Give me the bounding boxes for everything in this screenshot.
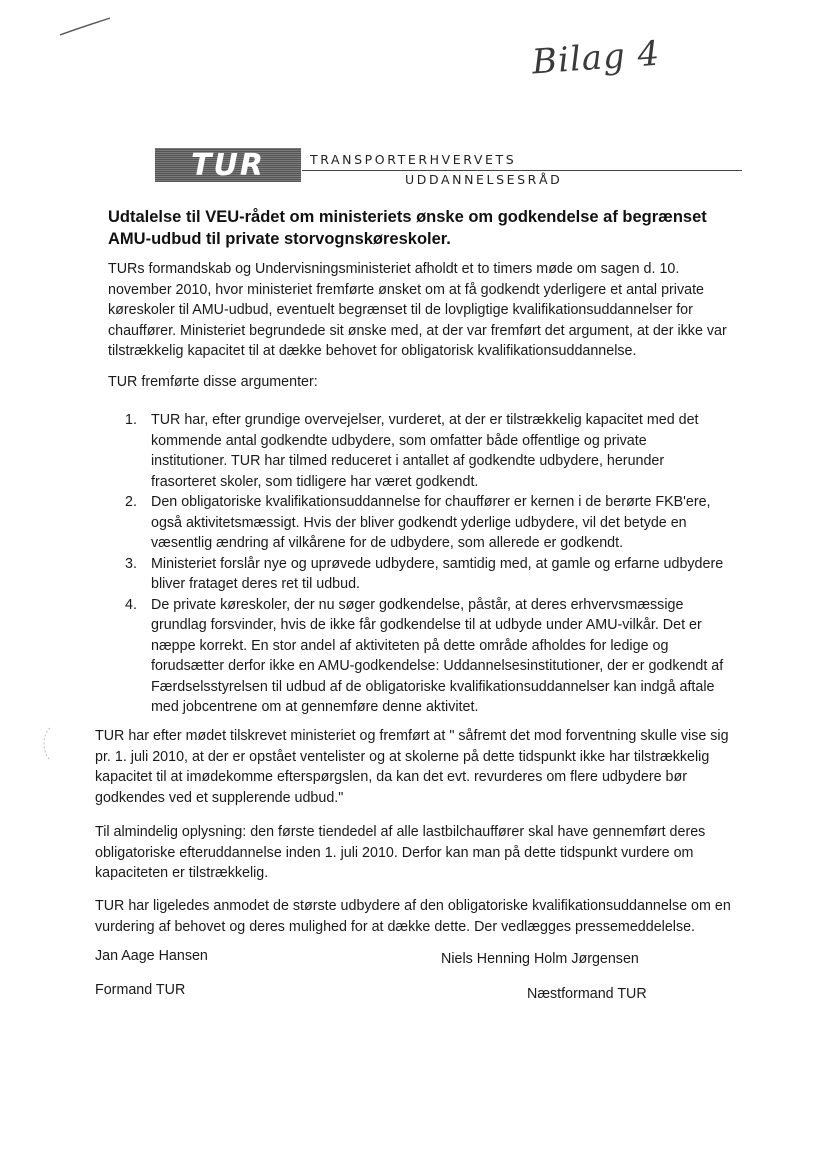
list-item-number: 2. [125,494,137,510]
logo-text: TUR [191,147,265,183]
list-item-text: TUR har, efter grundige overvejelser, vurderet, at der er tilstrækkelig kapacitet med det kommende antal godkendte udbydere, som omfatter både offentlige og private institutioner. TUR har tilmed reduceret i antallet af godkendte udbydere, herunder frasorteret skoler, som tidligere har været godkendt. [151,412,699,490]
scan-artifact-mark [38,726,60,762]
request-paragraph: TUR har ligeledes anmodet de største udbydere af den obligatoriske kvalifikationsuddannelse om en vurdering af behovet og deres mulighed for at dække dette. Der vedlægges pressemeddelelse. [95,898,731,935]
list-item-number: 4. [125,596,137,613]
list-item-text: Den obligatoriske kvalifikationsuddannelse for chauffører er kernen i de berørte FKB'ere, også aktivitetsmæssigt. Hvis der bliver godkendt yderlige udbydere, vil det betyde en væsentlig ændring af vilkårene for de udbydere, som allerede er godkendt. [151,494,711,551]
handwritten-annotation: Bilag 4 [530,33,662,83]
list-item [125,595,725,718]
signature-left-name: Jan Aage Hansen [95,948,208,964]
list-item [125,554,725,595]
letterhead-rule [302,170,742,171]
org-name-line2: UDDANNELSESRÅD [405,172,563,187]
arguments-list [125,410,725,718]
signature-left-title: Formand TUR [95,982,186,998]
information-paragraph: Til almindelig oplysning: den første tiendedel af alle lastbilchauffører skal have gennemført deres obligatoriske efteruddannelse inden 1. juli 2010. Derfor kan man på dette tidspunkt vurdere om kapaciteten er tilstrækkelig. [95,824,706,881]
list-item [125,492,725,554]
signature-right-title: Næstformand TUR [527,986,647,1002]
list-item-text: Ministeriet forslår nye og uprøvede udbydere, samtidig med, at gamle og erfarne udbydere bliver frataget deres ret til udbud. [151,555,724,592]
signature-right-name: Niels Henning Holm Jørgensen [441,951,639,967]
org-name-line1: TRANSPORTERHVERVETS [310,152,517,167]
pen-stroke-mark [58,16,114,38]
list-item-text: De private køreskoler, der nu søger godkendelse, påstår, at deres erhvervsmæssige grundlag forsvinder, hvis de ikke får godkendelse til at udbyde under AMU-vilkår. Det er næppe korrekt. En stor andel af aktiviteten på dette område afholdes for ledige og forudsætter derfor ikke en AMU-godkendelse: Uddannelsesinstitutioner, der er godkendt af Færdselsstyrelsen til udbud af de obligatoriske kvalifikationsuddannelser kan indgå aftale med jobcentrene om at gennemføre denne aktivitet. [151,596,724,715]
list-item-number: 3. [125,555,137,572]
arguments-lead: TUR fremførte disse argumenter: [108,374,318,390]
list-item-number: 1. [125,412,137,428]
list-item [125,410,725,492]
tur-logo [155,148,301,182]
intro-paragraph: TURs formandskab og Undervisningsministeriet afholdt et to timers møde om sagen d. 10. november 2010, hvor ministeriet fremførte ønsket om at få godkendt yderligere et antal private køreskoler til AMU-udbud, eventuelt begrænset til de lovpligtige kvalifikationsuddannelser for chauffører. Ministeriet begrundede sit ønske med, at der var fremført det argument, at der ikke var tilstrækkelig kapacitet til at dække behovet for obligatorisk kvalifikationsuddannelse. [108,261,727,359]
after-meeting-paragraph: TUR har efter mødet tilskrevet ministeriet og fremført at " såfremt det mod forventning skulle vise sig pr. 1. juli 2010, at der er opstået ventelister og at skolerne på dette tidspunkt ikke har tilstrækkelig kapacitet til at imødekomme efterspørgslen, da kan det evt. revurderes om flere udbydere bør godkendes ved et supplerende udbud." [95,728,729,806]
document-heading: Udtalelse til VEU-rådet om ministeriets ønske om godkendelse af begrænset AMU-udbud til private storvognskøreskoler. [108,208,707,248]
